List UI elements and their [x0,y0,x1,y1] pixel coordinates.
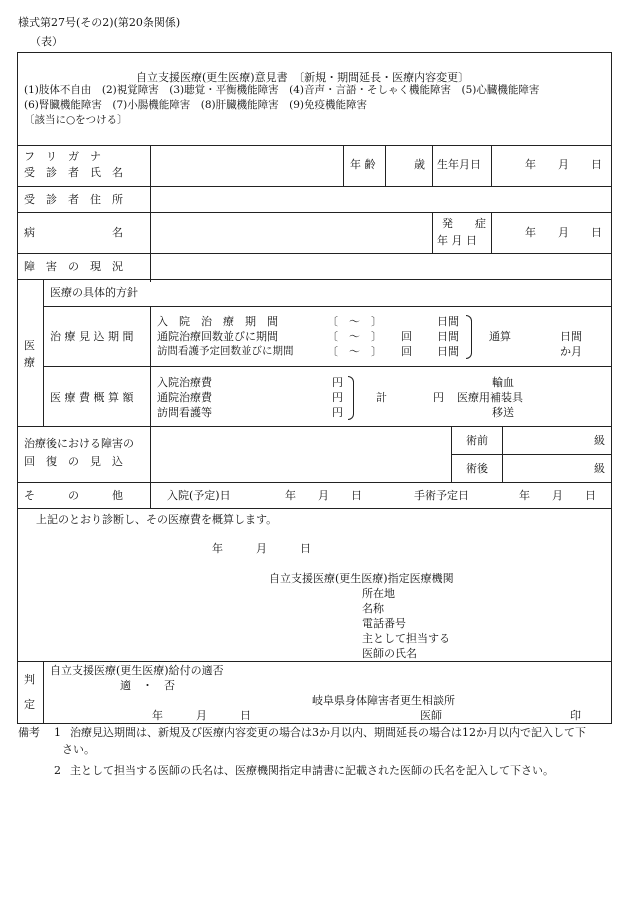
rule [17,426,612,427]
rule [17,508,612,509]
judgment-office: 岐阜県身体障害者更生相談所 [312,694,455,707]
form-side: （表） [30,35,63,48]
rule [17,145,612,146]
rule [451,454,612,455]
label-birth-date: 生年月日 [437,158,481,171]
disability-categories-line1: (1)肢体不自由 (2)視覚障害 (3)聴覚・平衡機能障害 (4)音声・言語・そしゃく機能障害 (5)心臓機能障害 [24,84,540,96]
label-surgery-date: 手術予定日 [414,489,469,502]
cost-outpatient: 通院治療費 [157,391,212,404]
brace-period [466,315,472,359]
label-patient-address: 受 診 者 住 所 [24,193,123,206]
rule [432,145,433,186]
rule [17,253,612,254]
cost-transfusion: 輸血 [492,376,514,389]
surgery-ymd: 年 月 日 [519,489,596,502]
institution-phone: 電話番号 [362,617,406,630]
disability-categories-line2: (6)腎臓機能障害 (7)小腸機能障害 (8)肝臓機能障害 (9)免疫機能障害 [24,99,367,111]
label-age: 年 齢 [350,158,376,171]
rule [491,212,492,253]
rule [43,661,44,723]
cost-transport: 移送 [492,406,514,419]
rule [43,306,612,307]
label-treatment-period: 治 療 見 込 期 間 [50,330,134,343]
judgment-doctor: 医師 [420,709,442,722]
institution-location: 所在地 [362,587,395,600]
judgment-seal: 印 [570,709,581,722]
label-medical-1: 医 [24,339,35,352]
label-treatment-policy: 医療の具体的方針 [50,286,138,299]
doctor-label-1: 主として担当する [362,632,450,645]
rule [451,426,452,482]
tp-total: 通算 [489,330,511,343]
frame-left [17,52,18,724]
cost-yen-1: 円 [332,376,343,389]
tp-range-3: 〔 〜 〕 [327,345,382,358]
judgment-eligibility: 自立支援医療(更生医療)給付の適否 [50,664,224,677]
rule [17,279,612,280]
frame-top [17,52,612,53]
tp-days-3: 日間 [437,345,459,358]
cost-equipment: 医療用補装具 [457,391,523,404]
remarks-label: 備考 [18,726,40,739]
tp-kai-2: 回 [401,345,412,358]
label-onset: 発 症 [442,217,486,230]
label-patient-name: 受 診 者 氏 名 [24,166,123,179]
judgment-options: 適 ・ 否 [120,679,175,692]
cost-home-visit: 訪問看護等 [157,406,212,419]
label-after-op: 術後 [466,462,488,475]
rule [432,212,433,253]
tp-range-2: 〔 〜 〕 [327,330,382,343]
tp-outpatient: 通院治療回数並びに期間 [157,330,278,343]
label-recovery-1: 治療後における障害の [24,437,134,450]
label-admission-date: 入院(予定)日 [167,489,231,502]
grade-after: 級 [594,462,605,475]
rule [385,145,386,186]
tp-inpatient: 入 院 治 療 期 間 [157,315,278,328]
remark-2-text: 主として担当する医師の氏名は、医療機関指定申請書に記載された医師の氏名を記入して下さい。 [70,764,554,777]
admission-ymd: 年 月 日 [285,489,362,502]
brace-cost [348,376,354,420]
rule [17,661,612,662]
rule [17,212,612,213]
frame-bottom [17,723,612,724]
label-recovery-2: 回 復 の 見 込 [24,455,123,468]
tp-total-days: 日間 [560,330,582,343]
rule [43,279,44,426]
rule [502,426,503,482]
remark-1-line2: さい。 [62,743,95,756]
form-title: 自立支援医療(更生医療)意見書 〔新規・期間延長・医療内容変更〕 [136,71,470,84]
rule [43,366,612,367]
remark-1-number: 1 [54,726,61,739]
rule [150,145,151,282]
rule [17,186,612,187]
label-medical-2: 療 [24,356,35,369]
tp-range-1: 〔 〜 〕 [327,315,382,328]
declaration-text: 上記のとおり診断し、その医療費を概算します。 [36,513,278,526]
frame-right [611,52,612,724]
cost-total: 計 [376,391,387,404]
label-disease-name: 病 名 [24,226,123,239]
rule [491,145,492,186]
remark-2-number: 2 [54,764,61,777]
label-disability-status: 障 害 の 現 況 [24,260,123,273]
grade-before: 級 [594,434,605,447]
label-other: そ の 他 [24,489,123,502]
rule [17,482,612,483]
label-before-op: 術前 [466,434,488,447]
tp-days-1: 日間 [437,315,459,328]
form-number: 様式第27号(その2)(第20条関係) [18,16,181,29]
label-age-unit: 歳 [414,158,425,171]
declaration-date: 年 月 日 [212,542,311,555]
judgment-date: 年 月 日 [152,709,251,722]
onset-date-ymd: 年 月 日 [525,226,602,239]
doctor-label-2: 医師の氏名 [362,647,417,660]
cost-inpatient: 入院治療費 [157,376,212,389]
cost-yen-2: 円 [332,391,343,404]
cost-yen-3: 円 [332,406,343,419]
tp-home-visit: 訪問看護予定回数並びに期間 [157,345,294,357]
label-cost-estimate: 医 療 費 概 算 額 [50,391,134,404]
tp-days-2: 日間 [437,330,459,343]
label-furigana: フ リ ガ ナ [24,150,101,163]
label-onset-date: 年 月 日 [437,234,477,247]
category-note: 〔該当に○をつける〕 [24,114,128,126]
tp-kai-1: 回 [401,330,412,343]
cost-total-yen: 円 [433,391,444,404]
rule [150,306,151,508]
institution-heading: 自立支援医療(更生医療)指定医療機関 [269,572,454,585]
institution-name: 名称 [362,602,384,615]
birth-date-ymd: 年 月 日 [525,158,602,171]
rule [343,145,344,186]
tp-total-months: か月 [560,345,582,358]
remark-1-line1: 治療見込期間は、新規及び医療内容変更の場合は3か月以内、期間延長の場合は12か月以内で記入して下 [70,726,586,739]
label-judgment-2: 定 [24,698,35,711]
label-judgment-1: 判 [24,673,35,686]
